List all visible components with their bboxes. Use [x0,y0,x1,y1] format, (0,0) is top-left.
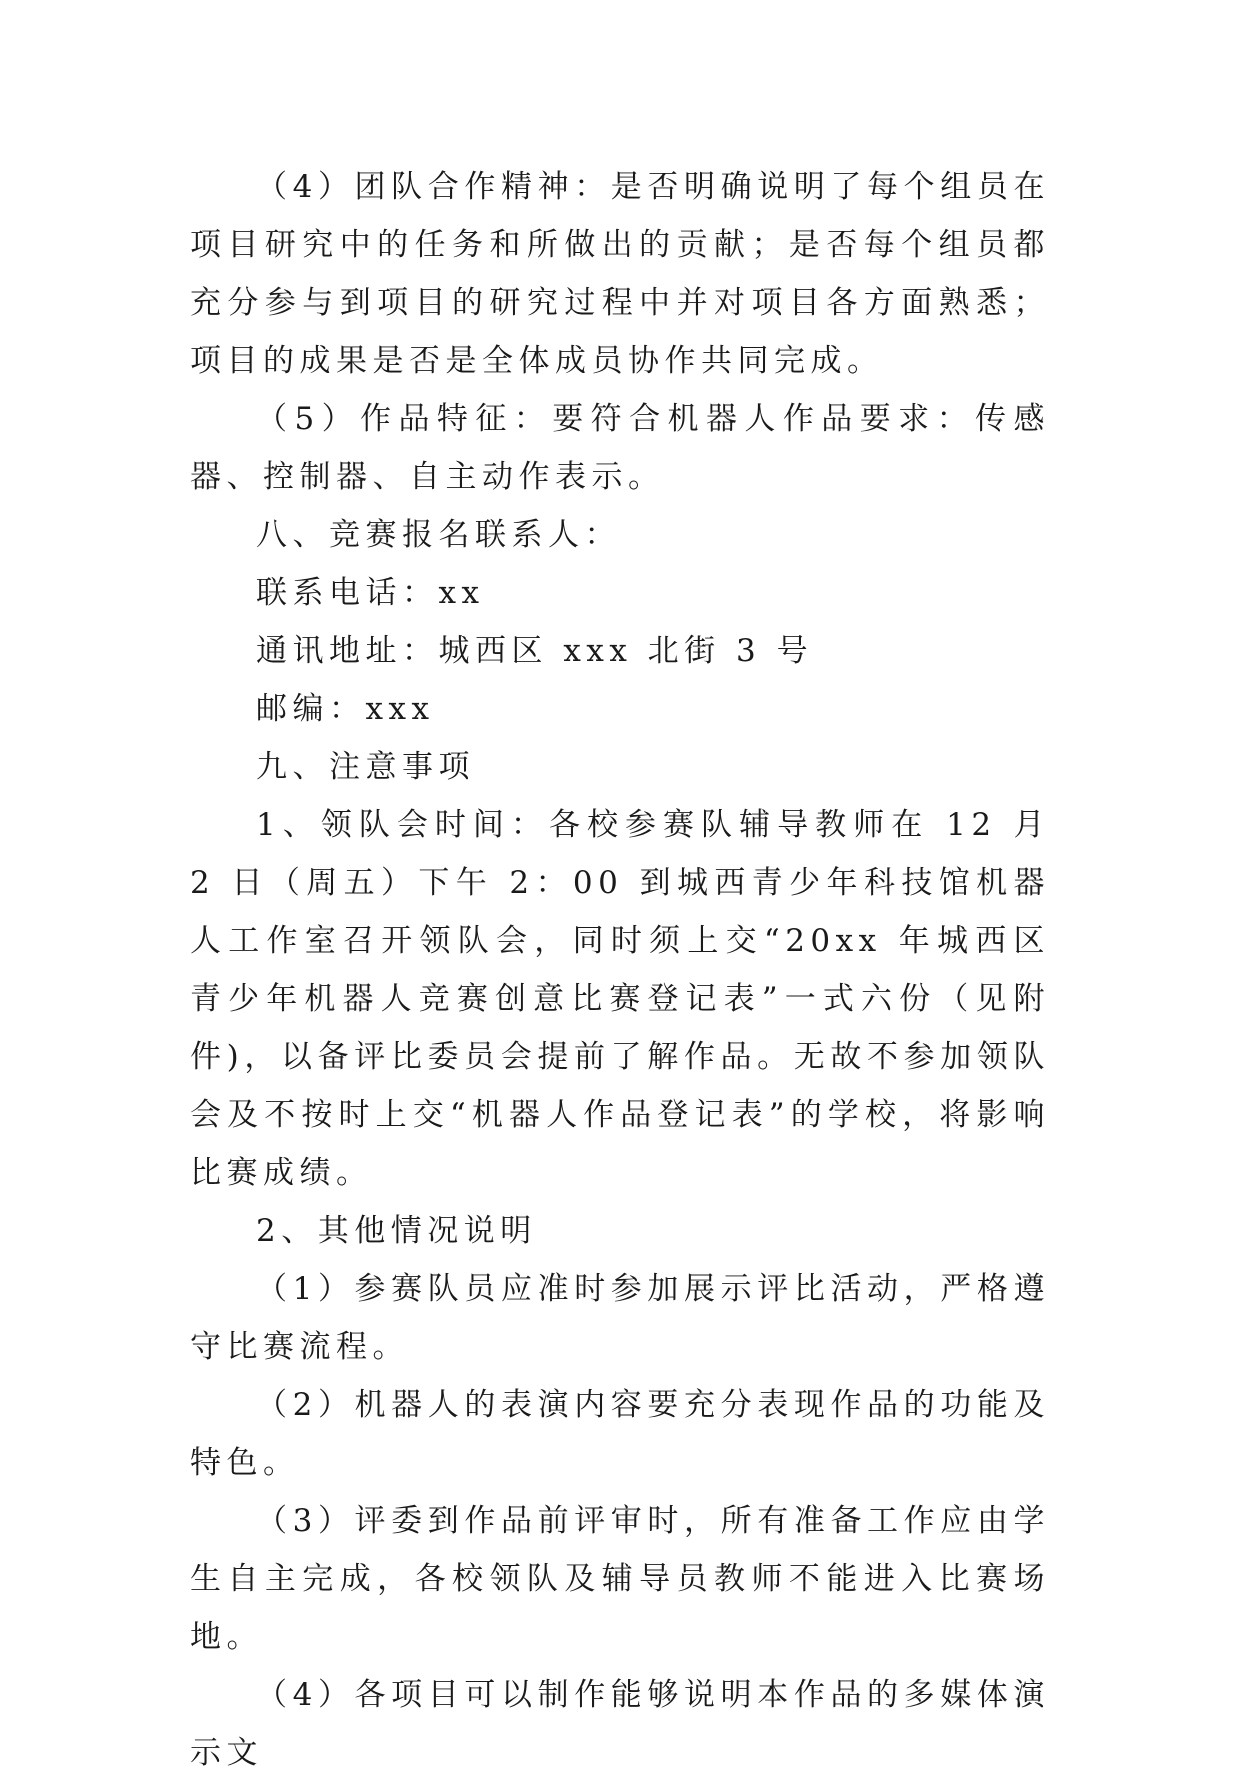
section-heading-notes: 九、注意事项 [256,749,475,785]
note-item-2: （2）机器人的表演内容要充分表现作品的功能及特色。 [190,1387,1050,1481]
document-body [190,158,1050,1782]
note-other-heading: 2、其他情况说明 [256,1213,537,1249]
note-item-1: （1）参赛队员应准时参加展示评比活动，严格遵守比赛流程。 [190,1271,1050,1365]
criterion-teamwork-paragraph: （4）团队合作精神：是否明确说明了每个组员在项目研究中的任务和所做出的贡献；是否每个组员都充分参与到项目的研究过程中并对项目各方面熟悉；项目的成果是否是全体成员协作共同完成。 [190,169,1050,379]
contact-postcode: 邮编：xxx [256,691,435,727]
section-heading-registration-contact: 八、竞赛报名联系人： [256,517,621,553]
contact-address: 通讯地址：城西区 xxx 北街 3 号 [256,633,814,669]
note-item-4: （4）各项目可以制作能够说明本作品的多媒体演示文 [190,1677,1050,1771]
note-item-3: （3）评委到作品前评审时，所有准备工作应由学生自主完成，各校领队及辅导员教师不能进入比赛场地。 [190,1503,1050,1655]
note-team-leader-meeting: 1、领队会时间：各校参赛队辅导教师在 12 月 2 日（周五）下午 2：00 到城西青少年科技馆机器人工作室召开领队会，同时须上交“20xx 年城西区青少年机器人竞赛创意比赛登记表”一式六份（见附件)，以备评比委员会提前了解作品。无故不参加领队会及不按时上交“机器人作品登记表”的学校，将影响比赛成绩。 [190,807,1050,1191]
criterion-features-paragraph: （5）作品特征：要符合机器人作品要求：传感器、控制器、自主动作表示。 [190,401,1050,495]
contact-phone: 联系电话：xx [256,575,485,611]
